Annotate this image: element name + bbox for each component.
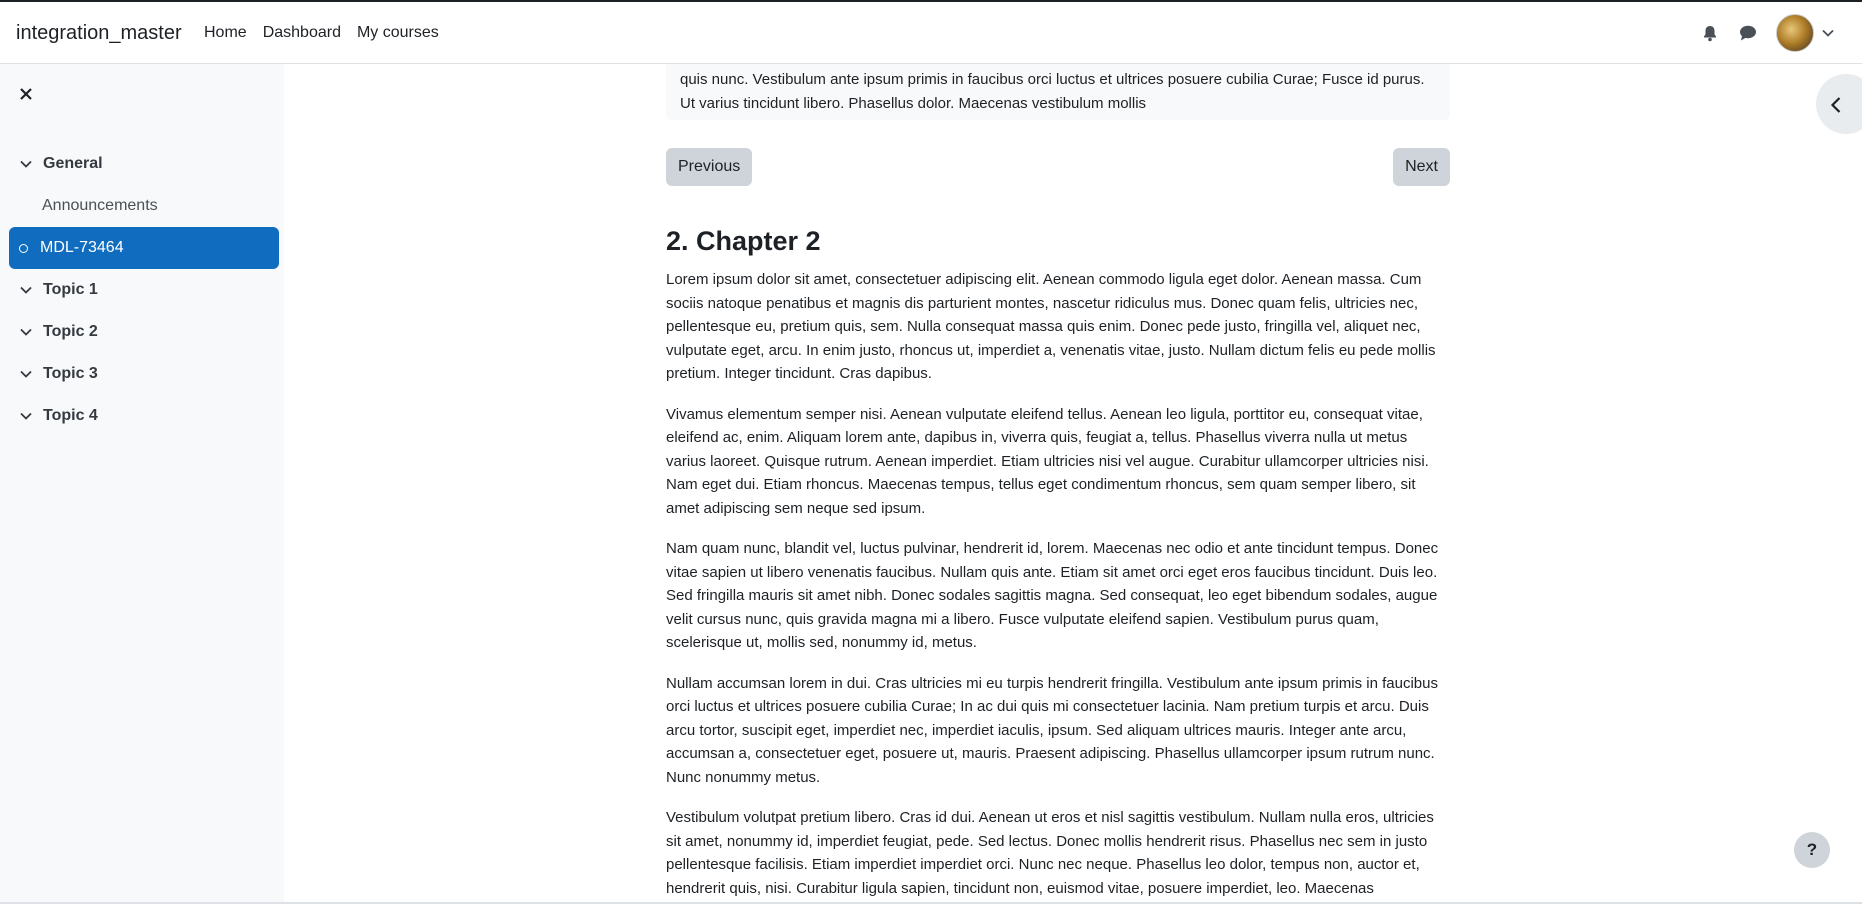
chevron-down-icon[interactable] [19,283,33,297]
paragraph: Vestibulum volutpat pretium libero. Cras id dui. Aenean ut eros et nisl sagittis vestibulum. Nullam nulla eros, ultricies sit amet, nonummy id, imperdiet feugiat, pede. Sed lectus. Donec mollis hendrerit risus. Phasellus nec sem in justo pellentesque facilisis. Etiam imperdiet imperdiet orci. Nunc nec neque. Phasellus leo dolor, tempus non, auctor et, hendrerit quis, nisi. Curabitur ligula sapien, tincidunt non, euismod vitae, posuere imperdiet, leo. Maecenas [666,809,1434,897]
user-menu-area [1700,14,1834,52]
avatar[interactable] [1776,14,1814,52]
help-button[interactable]: ? [1794,832,1830,868]
top-navbar [0,0,1862,64]
course-index-drawer [0,64,284,904]
chevron-down-icon[interactable] [19,157,33,171]
chevron-left-icon [1830,96,1842,114]
primary-navigation [204,24,439,42]
block-drawer-toggle[interactable] [1816,74,1862,134]
section-general[interactable] [9,143,279,185]
chapter-body [666,268,1450,917]
section-label: General [43,155,103,172]
user-menu-toggle[interactable] [1776,14,1834,52]
section-label: Topic 4 [43,407,98,424]
activity-mdl-73464[interactable] [9,227,279,269]
chevron-down-icon[interactable] [19,409,33,423]
section-label: Topic 1 [43,281,98,298]
chapter-title: 2. Chapter 2 [666,226,821,256]
activity-label: MDL-73464 [40,239,124,256]
section-topic-3[interactable] [9,353,279,395]
section-topic-2[interactable] [9,311,279,353]
nav-home[interactable]: Home [204,24,247,41]
completion-circle-icon [19,244,28,253]
previous-chapter-excerpt: quis nunc. Vestibulum ante ipsum primis in faucibus orci luctus et ultrices posuere cubilia Curae; Fusce id purus. Ut varius tincidunt libero. Phasellus dolor. Maecenas vestibulum mollis [666,44,1450,120]
bell-icon[interactable] [1700,23,1720,43]
close-icon[interactable] [16,84,36,104]
chat-icon[interactable] [1738,23,1758,43]
paragraph: Nullam accumsan lorem in dui. Cras ultricies mi eu turpis hendrerit fringilla. Vestibulum ante ipsum primis in faucibus orci luctus et ultrices posuere cubilia Curae; In ac dui quis mi consectetuer lacinia. Nam pretium turpis et arcu. Duis arcu tortor, suscipit eget, imperdiet nec, imperdiet iaculis, ipsum. Sed aliquam ultrices mauris. Integer ante arcu, accumsan a, consectetuer eget, posuere ut, mauris. Praesent adipiscing. Phasellus ullamcorper ipsum rutrum nunc. Nunc nonummy metus. [666,674,1438,786]
section-topic-1[interactable] [9,269,279,311]
activity-announcements[interactable]: Announcements [42,197,158,214]
paragraph: Nam quam nunc, blandit vel, luctus pulvinar, hendrerit id, lorem. Maecenas nec odio et ante tincidunt tempus. Donec vitae sapien ut libero venenatis faucibus. Nullam quis ante. Etiam sit amet orci eget eros faucibus tincidunt. Duis leo. Sed fringilla mauris sit amet nibh. Donec sodales sagittis magna. Sed consequat, leo eget bibendum sodales, augue velit cursus nunc, quis gravida magna mi a libero. Fusce vulputate eleifend sapien. Vestibulum purus quam, scelerisque ut, mollis sed, nonummy id, metus. [666,540,1439,651]
paragraph: Vivamus elementum semper nisi. Aenean vulputate eleifend tellus. Aenean leo ligula, porttitor eu, consequat vitae, eleifend ac, enim. Aliquam lorem ante, dapibus in, viverra quis, feugiat a, tellus. Phasellus viverra nulla ut metus varius laoreet. Quisque rutrum. Aenean imperdiet. Etiam ultricies nisi vel augue. Curabitur ullamcorper ultricies nisi. Nam eget dui. Etiam rhoncus. Maecenas tempus, tellus eget condimentum rhoncus, sem quam semper libero, sit amet adipiscing sem neque sed ipsum. [666,405,1429,517]
next-button[interactable]: Next [1393,148,1450,186]
chevron-down-icon [1822,29,1834,37]
section-label: Topic 3 [43,365,98,382]
course-index [9,143,279,437]
section-label: Topic 2 [43,323,98,340]
chevron-down-icon[interactable] [19,325,33,339]
paragraph: Lorem ipsum dolor sit amet, consectetuer adipiscing elit. Aenean commodo ligula eget dolor. Aenean massa. Cum sociis natoque penatibus et magnis dis parturient montes, nascetur ridiculus mus. Donec quam felis, ultricies nec, pellentesque eu, pretium quis, sem. Nulla consequat massa quis enim. Donec pede justo, fringilla vel, aliquet nec, vulputate eget, arcu. In enim justo, rhoncus ut, imperdiet a, venenatis vitae, justo. Nullam dictum felis eu pede mollis pretium. Integer tincidunt. Cras dapibus. [666,271,1436,382]
nav-my-courses[interactable]: My courses [356,24,439,41]
previous-button[interactable]: Previous [666,148,752,186]
site-name[interactable]: integration_master [16,22,182,44]
nav-dashboard[interactable]: Dashboard [262,24,341,41]
chevron-down-icon[interactable] [19,367,33,381]
section-topic-4[interactable] [9,395,279,437]
